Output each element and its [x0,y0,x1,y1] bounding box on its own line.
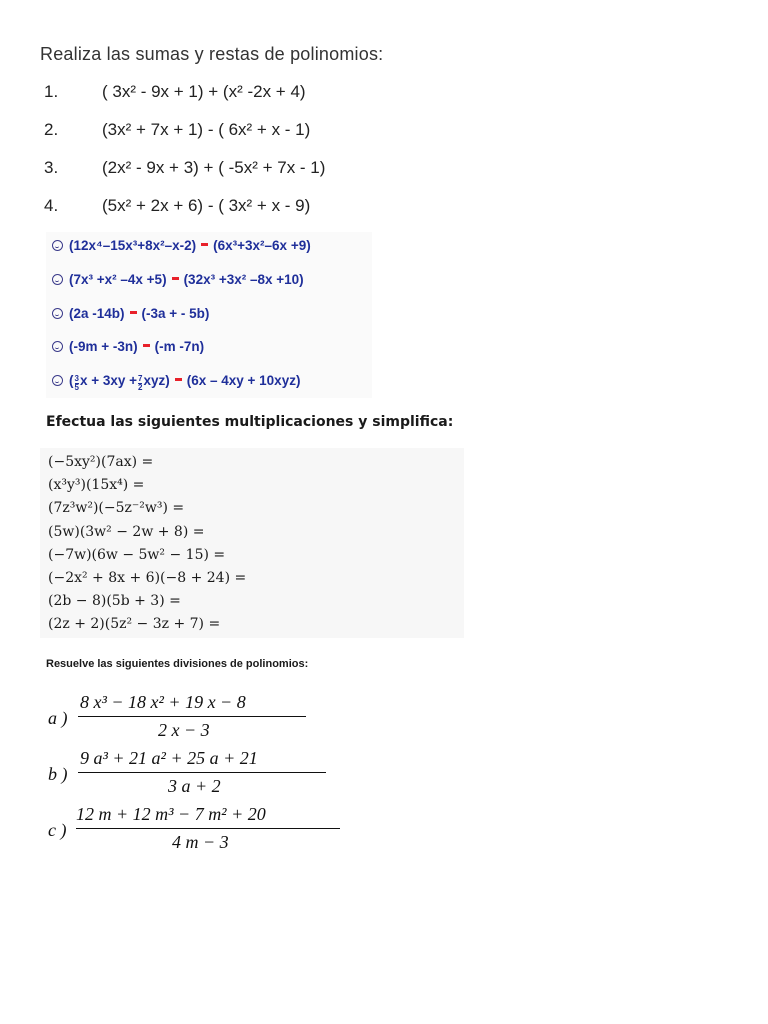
smiley-icon [52,308,63,319]
subtrahend: (-m -7n) [154,339,205,354]
minus-icon [201,243,208,246]
division-numerator: 12 m + 12 m³ − 7 m² + 20 [76,804,266,824]
exercise-number: 4. [44,196,59,215]
division-denominator: 3 a + 2 [168,776,221,796]
open-paren: ( [69,373,74,388]
multiplication-item: (−2x² + 8x + 6)(−8 + 24) = [48,570,247,586]
division-item [46,804,366,858]
division-numerator: 8 x³ − 18 x² + 19 x − 8 [80,692,246,712]
smiley-icon [52,274,63,285]
multiplication-item: (7z³w²)(−5z⁻²w³) = [48,500,185,516]
division-item [46,692,366,746]
smiley-icon [52,240,63,251]
fraction-bar [78,772,326,773]
subtrahend: (32x³ +3x² –8x +10) [183,272,304,287]
fraction-numerator: 7 [138,374,143,383]
subtrahend: (6x – 4xy + 10xyz) [186,373,301,388]
minus-icon [143,344,150,347]
fraction [75,375,79,392]
section-title-sums: Realiza las sumas y restas de polinomios: [40,44,384,64]
division-label: c ) [48,820,67,840]
subtraction-row [52,306,209,332]
expression-end: xyz) [143,373,170,388]
division-denominator: 4 m − 3 [172,832,229,852]
exercise-expression: (3x² + 7x + 1) - ( 6x² + x - 1) [102,120,311,139]
exercise-expression: ( 3x² - 9x + 1) + (x² -2x + 4) [102,82,306,101]
division-label: a ) [48,708,68,728]
minuend: (7x³ +x² –4x +5) [69,272,167,287]
exercise-number: 1. [44,82,59,101]
minus-icon [130,311,137,314]
fraction [138,375,142,392]
multiplication-item: (5w)(3w² − 2w + 8) = [48,524,205,540]
subtraction-row [52,238,311,264]
subtraction-row [52,272,304,298]
division-denominator: 2 x − 3 [158,720,210,740]
expression-middle: x + 3xy + [79,373,138,388]
exercise-expression: (2x² - 9x + 3) + ( -5x² + 7x - 1) [102,158,326,177]
fraction-numerator: 3 [74,374,79,383]
exercise-number: 2. [44,120,59,139]
fraction-bar [76,828,340,829]
multiplication-exercises-panel [40,448,464,638]
multiplication-item: (x³y³)(15x⁴) = [48,477,145,493]
smiley-icon [52,341,63,352]
minuend: (-9m + -3n) [69,339,138,354]
fraction-bar [78,716,306,717]
subtrahend: (6x³+3x²–6x +9) [213,238,311,253]
exercise-number: 3. [44,158,59,177]
exercise-expression: (5x² + 2x + 6) - ( 3x² + x - 9) [102,196,311,215]
subtraction-exercises-panel [46,232,372,398]
multiplication-item: (−7w)(6w − 5w² − 15) = [48,547,226,563]
multiplication-item: (−5xy²)(7ax) = [48,454,154,470]
section-title-multiplications: Efectua las siguientes multiplicaciones y simplifica: [46,414,454,430]
division-label: b ) [48,764,68,784]
minus-icon [172,277,179,280]
fraction-denominator: 2 [138,383,143,392]
division-item [46,748,366,802]
smiley-icon [52,375,63,386]
subtraction-row [52,339,204,365]
multiplication-item: (2z + 2)(5z² − 3z + 7) = [48,616,221,632]
subtraction-row [52,373,300,399]
multiplication-item: (2b − 8)(5b + 3) = [48,593,181,609]
minuend: (12x⁴–15x³+8x²–x-2) [69,238,197,253]
section-title-divisions: Resuelve las siguientes divisiones de polinomios: [46,658,309,670]
division-numerator: 9 a³ + 21 a² + 25 a + 21 [80,748,258,768]
fraction-denominator: 5 [74,383,79,392]
subtrahend: (-3a + - 5b) [141,306,210,321]
minuend: (2a -14b) [69,306,125,321]
minus-icon [175,378,182,381]
